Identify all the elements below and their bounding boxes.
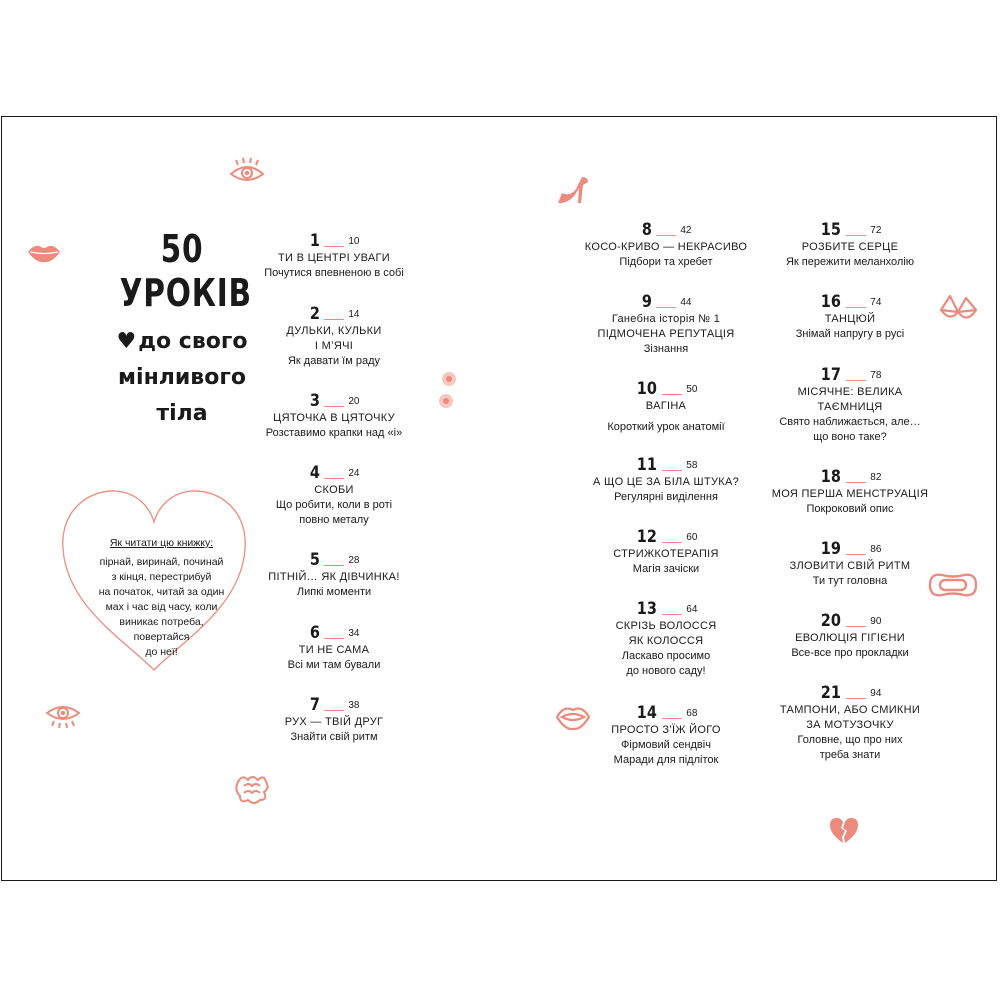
- lesson-title: КОСО-КРИВО — НЕКРАСИВО: [584, 241, 748, 253]
- instructions-line: мах і час від часу, коли: [105, 601, 218, 613]
- dash-divider: [662, 542, 682, 543]
- lesson-number: 16: [820, 292, 841, 312]
- dash-divider: [656, 235, 676, 236]
- page-number: 72: [870, 225, 882, 236]
- toc-entry[interactable]: [234, 548, 434, 600]
- lesson-subtitle: Що робити, коли в роті: [275, 499, 393, 511]
- lesson-title: ЦЯТОЧКА В ЦЯТОЧКУ: [273, 412, 395, 424]
- page-number: 20: [348, 396, 360, 407]
- page-number: 74: [870, 297, 882, 308]
- instructions-line: повертайся: [133, 631, 190, 643]
- lesson-title: РОЗБИТЕ СЕРЦЕ: [801, 241, 899, 253]
- lesson-subtitle: Підбори та хребет: [619, 256, 713, 268]
- eye-icon: [228, 157, 266, 187]
- dash-divider: [324, 565, 344, 566]
- book-title: [119, 227, 252, 315]
- broken-heart-icon: [828, 816, 860, 844]
- dash-divider: [662, 470, 682, 471]
- toc-entry[interactable]: [566, 453, 766, 505]
- dash-divider: [846, 626, 866, 627]
- lesson-subtitle: Знімай напругу в русі: [795, 328, 905, 340]
- toc-entry[interactable]: [234, 389, 434, 441]
- page-number: 86: [870, 544, 882, 555]
- toc-entry[interactable]: [566, 597, 766, 679]
- instructions-title: Як читати цю книжку:: [109, 537, 214, 549]
- lesson-number: 2: [309, 304, 320, 324]
- page-number: 94: [870, 688, 882, 699]
- dash-divider: [656, 307, 676, 308]
- lesson-title: ТИ В ЦЕНТРІ УВАГИ: [278, 252, 390, 264]
- lesson-number: 13: [636, 599, 657, 619]
- dash-divider: [662, 614, 682, 615]
- dash-divider: [324, 319, 344, 320]
- lesson-number: 3: [309, 391, 320, 411]
- page-number: 42: [680, 225, 692, 236]
- dash-divider: [324, 710, 344, 711]
- lesson-title: ЕВОЛЮЦІЯ ГІГІЄНИ: [795, 632, 905, 644]
- pad-icon: [926, 567, 980, 603]
- toc-entry[interactable]: [750, 681, 950, 763]
- lesson-title: ДУЛЬКИ, КУЛЬКИ: [286, 325, 382, 337]
- toc-entry[interactable]: [750, 218, 950, 270]
- lesson-title: ПІТНІЙ… ЯК ДІВЧИНКА!: [268, 571, 400, 583]
- curly-hair-icon: [234, 772, 270, 806]
- dash-divider: [846, 554, 866, 555]
- toc-entry[interactable]: [234, 693, 434, 745]
- lesson-number: 5: [309, 550, 320, 570]
- lesson-title: МОЯ ПЕРША МЕНСТРУАЦІЯ: [771, 488, 929, 500]
- toc-entry[interactable]: [566, 377, 766, 435]
- lesson-number: 8: [641, 220, 652, 240]
- lesson-number: 4: [309, 463, 320, 483]
- page-number: 34: [348, 628, 360, 639]
- lesson-subtitle: Ти тут головна: [812, 575, 888, 587]
- lesson-subtitle: повно металу: [299, 514, 369, 526]
- lesson-subtitle: Знайти свій ритм: [290, 731, 378, 743]
- page-number: 10: [348, 236, 360, 247]
- lesson-subtitle: Регулярні виділення: [614, 491, 718, 503]
- lesson-subtitle: Все-все про прокладки: [791, 647, 909, 659]
- lesson-number: 12: [636, 527, 657, 547]
- lesson-subtitle: Почутися впевненою в собі: [264, 267, 404, 279]
- dash-divider: [846, 307, 866, 308]
- lesson-title: МІСЯЧНЕ: ВЕЛИКА: [797, 386, 903, 398]
- lesson-number: 10: [636, 379, 657, 399]
- lesson-subtitle: Всі ми там бували: [287, 659, 381, 671]
- lesson-title: ПІДМОЧЕНА РЕПУТАЦІЯ: [597, 328, 735, 340]
- lesson-title: ВАГІНА: [645, 400, 687, 412]
- page-number: 64: [686, 604, 698, 615]
- lesson-number: 18: [820, 467, 841, 487]
- lesson-number: 21: [820, 683, 841, 703]
- eye-icon: [44, 700, 82, 730]
- page-number: 82: [870, 472, 882, 483]
- toc-entry[interactable]: [566, 218, 766, 270]
- lips-icon: [26, 242, 62, 264]
- dash-divider: [662, 394, 682, 395]
- bra-icon: [938, 292, 980, 326]
- book-spread: [1, 116, 997, 881]
- lesson-number: 1: [309, 231, 320, 251]
- page-number: 28: [348, 555, 360, 566]
- lesson-title: І М’ЯЧІ: [314, 340, 354, 352]
- dash-divider: [324, 478, 344, 479]
- lesson-subtitle: Фірмовий сендвіч: [621, 739, 711, 751]
- lesson-title: ЗЛОВИТИ СВІЙ РИТМ: [789, 560, 911, 572]
- lesson-number: 20: [820, 611, 841, 631]
- toc-entry[interactable]: [750, 363, 950, 445]
- lesson-subtitle: Липкі моменти: [296, 586, 372, 598]
- title-number: 50: [160, 227, 204, 271]
- lesson-title: СКРІЗЬ ВОЛОССЯ: [615, 620, 717, 632]
- page-number: 50: [686, 384, 698, 395]
- lesson-subtitle: треба знати: [819, 749, 881, 761]
- title-word: УРОКІВ: [119, 271, 252, 315]
- lesson-number: 14: [636, 703, 657, 723]
- instructions-line: пірнай, виринай, починай: [99, 556, 224, 568]
- lesson-subtitle: Зізнання: [643, 343, 689, 355]
- lesson-title: СКОБИ: [314, 484, 354, 496]
- pimple-icon: [438, 369, 458, 411]
- toc-entry[interactable]: [750, 537, 950, 589]
- lesson-title: ПРОСТО З’ЇЖ ЙОГО: [611, 724, 721, 736]
- instructions-line: до неї!: [145, 646, 178, 658]
- page-number: 58: [686, 460, 698, 471]
- lesson-title: СТРИЖКОТЕРАПІЯ: [613, 548, 719, 560]
- lesson-subtitle: Як давати їм раду: [287, 355, 380, 367]
- lesson-subtitle: Розставимо крапки над «і»: [265, 427, 403, 439]
- lesson-number: 6: [309, 623, 320, 643]
- dash-divider: [846, 698, 866, 699]
- subtitle-line-1: до свого: [138, 329, 248, 354]
- instructions-line: з кінця, перестрибуй: [111, 571, 212, 583]
- lesson-title: Ганебна історія № 1: [611, 313, 721, 325]
- page-number: 90: [870, 616, 882, 627]
- lesson-number: 17: [820, 365, 841, 385]
- toc-entry[interactable]: [234, 461, 434, 528]
- dash-divider: [662, 718, 682, 719]
- dash-divider: [324, 406, 344, 407]
- lesson-number: 19: [820, 539, 841, 559]
- toc-entry[interactable]: [566, 525, 766, 577]
- lesson-title: ТАМПОНИ, АБО СМИКНИ: [779, 704, 921, 716]
- reading-instructions: [84, 536, 239, 660]
- toc-entry[interactable]: [566, 701, 766, 768]
- toc-entry[interactable]: [234, 229, 434, 281]
- dash-divider: [846, 482, 866, 483]
- lesson-title: ЗА МОТУЗОЧКУ: [806, 719, 894, 731]
- lesson-subtitle: до нового саду!: [626, 665, 706, 677]
- dash-divider: [846, 380, 866, 381]
- lesson-subtitle: що воно таке?: [813, 431, 887, 443]
- toc-entry[interactable]: [566, 290, 766, 357]
- lesson-title: ТАЄМНИЦЯ: [817, 401, 883, 413]
- lesson-number: 15: [820, 220, 841, 240]
- toc-entry[interactable]: [234, 621, 434, 673]
- lesson-subtitle: Покроковий опис: [806, 503, 894, 515]
- toc-entry[interactable]: [750, 609, 950, 661]
- dash-divider: [324, 246, 344, 247]
- lesson-subtitle: Свято наближається, але…: [779, 416, 921, 428]
- toc-entry[interactable]: [750, 465, 950, 517]
- lesson-number: 11: [636, 455, 657, 475]
- lesson-subtitle: Короткий урок анатомії: [607, 421, 725, 433]
- high-heel-icon: [556, 173, 590, 207]
- lesson-title: РУХ — ТВІЙ ДРУГ: [284, 716, 384, 728]
- lesson-title: ЯК КОЛОССЯ: [628, 635, 704, 647]
- lesson-subtitle: Ласкаво просимо: [621, 650, 711, 662]
- toc-entry[interactable]: [234, 302, 434, 369]
- lesson-number: 7: [309, 695, 320, 715]
- page-number: 38: [348, 700, 360, 711]
- lesson-subtitle: Головне, що про них: [797, 734, 903, 746]
- lesson-title: ТАНЦЮЙ: [824, 313, 876, 325]
- mouth-icon: [555, 703, 591, 731]
- heart-symbol: ♥: [116, 329, 137, 354]
- page-number: 78: [870, 370, 882, 381]
- dash-divider: [324, 638, 344, 639]
- lesson-title: А ЩО ЦЕ ЗА БІЛА ШТУКА?: [592, 476, 740, 488]
- toc-entry[interactable]: [750, 290, 950, 342]
- instructions-line: виникає потреба,: [119, 616, 204, 628]
- subtitle-line-2: мінливого: [118, 365, 246, 390]
- page-number: 60: [686, 532, 698, 543]
- page-number: 14: [348, 309, 360, 320]
- lesson-title: ТИ НЕ САМА: [298, 644, 370, 656]
- page-number: 68: [686, 708, 698, 719]
- dash-divider: [846, 235, 866, 236]
- lesson-subtitle: Магія зачіски: [632, 563, 700, 575]
- instructions-line: на початок, читай за один: [98, 586, 225, 598]
- page-number: 44: [680, 297, 692, 308]
- lesson-subtitle: Маради для підліток: [613, 754, 719, 766]
- lesson-number: 9: [641, 292, 652, 312]
- lesson-subtitle: Як пережити меланхолію: [785, 256, 915, 268]
- subtitle-line-3: тіла: [156, 401, 208, 426]
- page-number: 24: [348, 468, 360, 479]
